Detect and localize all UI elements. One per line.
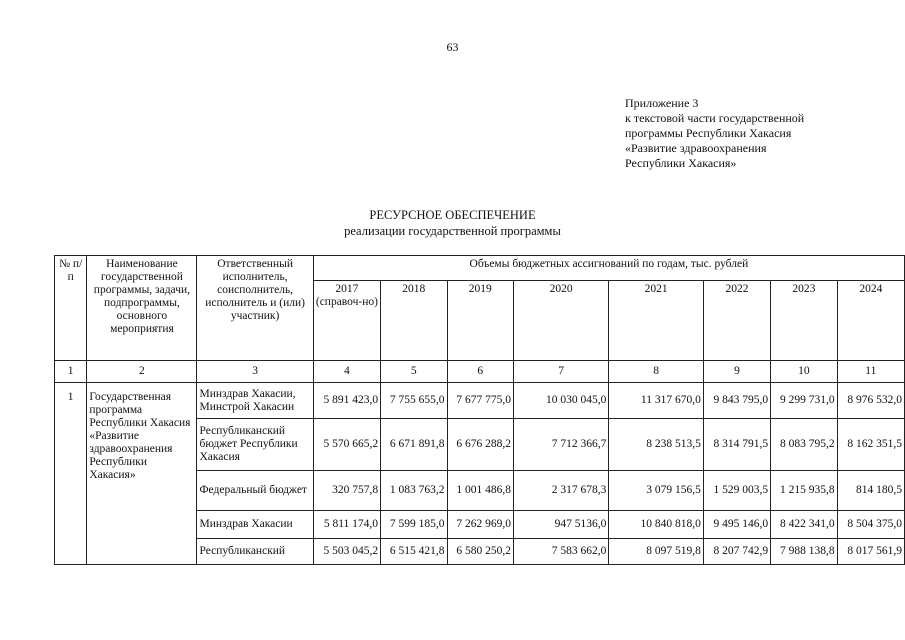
table-cell: 8 422 341,0 xyxy=(771,511,837,539)
table-cell: 7 599 185,0 xyxy=(381,511,447,539)
program-name: Государственная программа Республики Хакасия «Развитие здравоохранения Республики Хакасия» xyxy=(87,383,197,565)
column-number: 6 xyxy=(447,361,513,383)
column-number: 9 xyxy=(703,361,770,383)
column-number: 5 xyxy=(381,361,447,383)
table-cell: 8 504 375,0 xyxy=(837,511,904,539)
table-cell: 8 097 519,8 xyxy=(609,539,704,565)
table-cell: 11 317 670,0 xyxy=(609,383,704,419)
appendix-line: Республики Хакасия» xyxy=(625,156,737,170)
table-cell: 947 5136,0 xyxy=(514,511,609,539)
table-cell: 7 712 366,7 xyxy=(514,419,609,471)
header-year: 2022 xyxy=(703,281,770,361)
table-cell: 9 495 146,0 xyxy=(703,511,770,539)
table-cell: 8 238 513,5 xyxy=(609,419,704,471)
header-year: 2020 xyxy=(514,281,609,361)
table-cell: 8 207 742,9 xyxy=(703,539,770,565)
appendix-note xyxy=(625,96,804,171)
table-cell: 814 180,5 xyxy=(837,471,904,511)
table-cell: 5 503 045,2 xyxy=(313,539,380,565)
column-number: 2 xyxy=(87,361,197,383)
table-cell: 8 314 791,5 xyxy=(703,419,770,471)
table-cell: 1 083 763,2 xyxy=(381,471,447,511)
table-cell: 7 755 655,0 xyxy=(381,383,447,419)
column-number: 1 xyxy=(55,361,87,383)
table-cell: 320 757,8 xyxy=(313,471,380,511)
table-cell: 5 891 423,0 xyxy=(313,383,380,419)
appendix-line: программы Республики Хакасия xyxy=(625,126,792,140)
table-cell: 9 299 731,0 xyxy=(771,383,837,419)
column-number: 8 xyxy=(609,361,704,383)
table-cell: 9 843 795,0 xyxy=(703,383,770,419)
table-cell: 7 583 662,0 xyxy=(514,539,609,565)
row-executor: Минздрав Хакасии, Минстрой Хакасии xyxy=(197,383,313,419)
header-year: 2019 xyxy=(447,281,513,361)
table-cell: 8 017 561,9 xyxy=(837,539,904,565)
table-cell: 5 570 665,2 xyxy=(313,419,380,471)
table-cell: 8 976 532,0 xyxy=(837,383,904,419)
column-number: 7 xyxy=(514,361,609,383)
document-title xyxy=(0,207,905,239)
title-line-1: РЕСУРСНОЕ ОБЕСПЕЧЕНИЕ xyxy=(369,208,536,222)
header-year: 2023 xyxy=(771,281,837,361)
table-cell: 7 262 969,0 xyxy=(447,511,513,539)
table-cell: 8 083 795,2 xyxy=(771,419,837,471)
table-cell: 7 677 775,0 xyxy=(447,383,513,419)
title-line-2: реализации государственной программы xyxy=(344,224,561,238)
appendix-line: «Развитие здравоохранения xyxy=(625,141,767,155)
table-cell: 3 079 156,5 xyxy=(609,471,704,511)
header-year: 2021 xyxy=(609,281,704,361)
table-cell: 6 580 250,2 xyxy=(447,539,513,565)
table-cell: 6 676 288,2 xyxy=(447,419,513,471)
table-cell: 7 988 138,8 xyxy=(771,539,837,565)
header-name: Наименование государственной программы, задачи, подпрограммы, основного мероприятия xyxy=(87,256,197,361)
page-number: 63 xyxy=(446,40,459,54)
header-year: 2018 xyxy=(381,281,447,361)
header-year: 2017 (справоч-но) xyxy=(313,281,380,361)
table-cell: 1 215 935,8 xyxy=(771,471,837,511)
table-cell: 10 030 045,0 xyxy=(514,383,609,419)
table-cell: 8 162 351,5 xyxy=(837,419,904,471)
header-executor: Ответственный исполнитель, соисполнитель, исполнитель и (или) участник) xyxy=(197,256,313,361)
column-number: 4 xyxy=(313,361,380,383)
table-cell: 6 515 421,8 xyxy=(381,539,447,565)
appendix-line: Приложение 3 xyxy=(625,96,699,110)
program-number: 1 xyxy=(55,383,87,565)
table-cell: 1 529 003,5 xyxy=(703,471,770,511)
row-executor: Минздрав Хакасии xyxy=(197,511,313,539)
header-year: 2024 xyxy=(837,281,904,361)
row-executor: Республиканский бюджет Республики Хакасия xyxy=(197,419,313,471)
header-num: № п/п xyxy=(55,256,87,361)
table-cell: 2 317 678,3 xyxy=(514,471,609,511)
row-executor: Республиканский xyxy=(197,539,313,565)
row-executor: Федеральный бюджет xyxy=(197,471,313,511)
header-budget-group: Объемы бюджетных ассигнований по годам, тыс. рублей xyxy=(313,256,904,281)
table-cell: 6 671 891,8 xyxy=(381,419,447,471)
column-number: 10 xyxy=(771,361,837,383)
resource-table xyxy=(54,255,905,565)
table-cell: 10 840 818,0 xyxy=(609,511,704,539)
column-number: 11 xyxy=(837,361,904,383)
table-cell: 1 001 486,8 xyxy=(447,471,513,511)
table-cell: 5 811 174,0 xyxy=(313,511,380,539)
appendix-line: к текстовой части государственной xyxy=(625,111,805,125)
column-number: 3 xyxy=(197,361,313,383)
